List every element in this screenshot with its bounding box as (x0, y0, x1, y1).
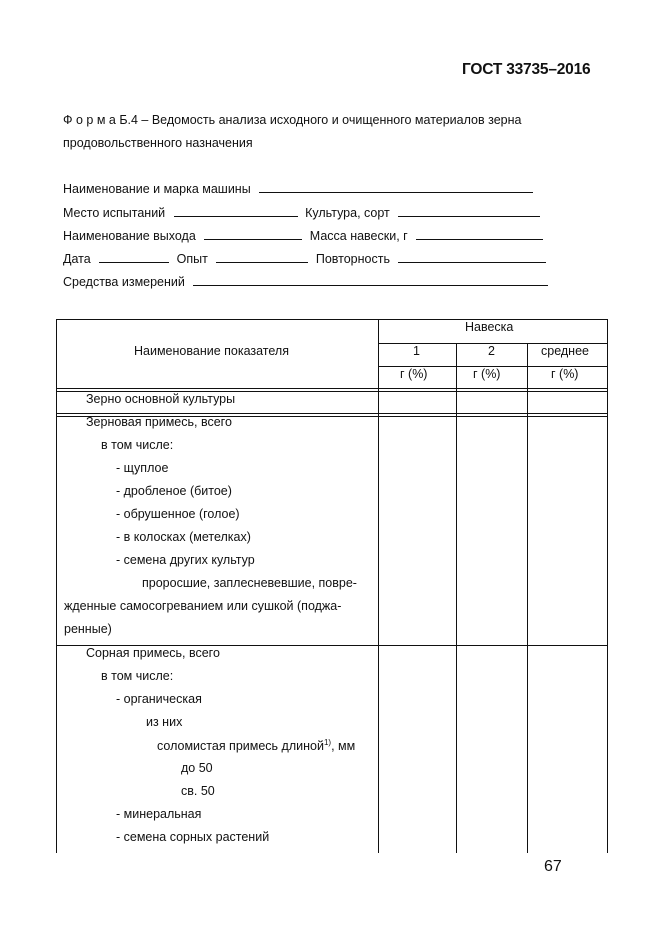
crop-blank[interactable] (398, 205, 540, 217)
straw-impurity-unit: , мм (331, 739, 356, 754)
field-instruments-label: Средства измерений (63, 275, 185, 289)
table-left-border (56, 319, 57, 853)
field-instruments (63, 274, 548, 289)
straw-impurity-label: соломистая примесь длиной (157, 739, 324, 754)
field-crop-label: Культура, сорт (305, 206, 390, 220)
col-divider-indicator (378, 319, 379, 853)
table-right-border (607, 319, 608, 853)
row-main-grain: Зерно основной культуры (86, 392, 236, 406)
row-grain-impurity: Зерновая примесь, всего (86, 415, 232, 429)
row-including-1: в том числе: (101, 438, 174, 452)
instruments-blank[interactable] (193, 274, 548, 286)
row-in-ears: - в колосках (метелках) (116, 530, 251, 544)
header-sample: Навеска (465, 320, 514, 334)
row-weed-impurity: Сорная примесь, всего (86, 646, 220, 660)
field-place-label: Место испытаний (63, 206, 166, 220)
table-top-border (56, 319, 608, 320)
row-shrunken: - щуплое (116, 461, 169, 475)
form-title-line-1: Ф о р м а Б.4 – Ведомость анализа исходного и очищенного материалов зерна (63, 113, 522, 127)
field-output-mass (63, 228, 543, 243)
header-double-line-top (56, 388, 608, 389)
row-divider (56, 413, 608, 414)
row-other-seeds: - семена других культур (116, 553, 255, 567)
header-sample-2: 2 (488, 344, 495, 358)
unit-sample-2: г (%) (473, 367, 501, 381)
field-date-label: Дата (63, 252, 91, 266)
row-mineral: - минеральная (116, 807, 202, 821)
experiment-blank[interactable] (216, 251, 308, 263)
page-number: 67 (544, 858, 562, 875)
row-hulled: - обрушенное (голое) (116, 507, 240, 521)
standard-number: ГОСТ 33735–2016 (462, 61, 591, 78)
field-output-label: Наименование выхода (63, 229, 196, 243)
header-sample-1: 1 (413, 344, 420, 358)
machine-blank[interactable] (259, 181, 533, 193)
sample-mass-blank[interactable] (416, 228, 543, 240)
col-divider-sample-1 (456, 343, 457, 853)
field-machine-label: Наименование и марка машины (63, 182, 251, 196)
analysis-table (56, 319, 608, 853)
place-blank[interactable] (174, 205, 298, 217)
col-divider-sample-2 (527, 343, 528, 853)
row-over-50: св. 50 (181, 784, 215, 798)
form-title-line-2: продовольственного назначения (63, 136, 253, 150)
row-damaged-1: проросшие, заплесневевшие, повре- (142, 576, 357, 590)
header-sample-average: среднее (541, 344, 589, 358)
field-repeat-label: Повторность (315, 252, 390, 266)
unit-sample-average: г (%) (551, 367, 579, 381)
row-damaged-2: жденные самосогреванием или сушкой (поджа- (64, 599, 342, 613)
field-experiment-label: Опыт (176, 252, 208, 266)
repeat-blank[interactable] (398, 251, 546, 263)
output-blank[interactable] (204, 228, 302, 240)
row-straw-impurity (157, 738, 355, 753)
header-indicator: Наименование показателя (134, 344, 289, 358)
row-organic: - органическая (116, 692, 202, 706)
field-machine (63, 181, 533, 196)
row-up-to-50: до 50 (181, 761, 213, 775)
field-date-experiment (63, 251, 546, 266)
row-crushed: - дробленое (битое) (116, 484, 232, 498)
row-of-them: из них (146, 715, 183, 729)
row-weed-seeds: - семена сорных растений (116, 830, 270, 844)
row-including-2: в том числе: (101, 669, 174, 683)
date-blank[interactable] (99, 251, 169, 263)
field-sample-mass-label: Масса навески, г (309, 229, 408, 243)
row-damaged-3: ренные) (64, 622, 112, 636)
field-place-crop (63, 205, 540, 220)
unit-sample-1: г (%) (400, 367, 428, 381)
footnote-ref: 1) (323, 738, 332, 747)
